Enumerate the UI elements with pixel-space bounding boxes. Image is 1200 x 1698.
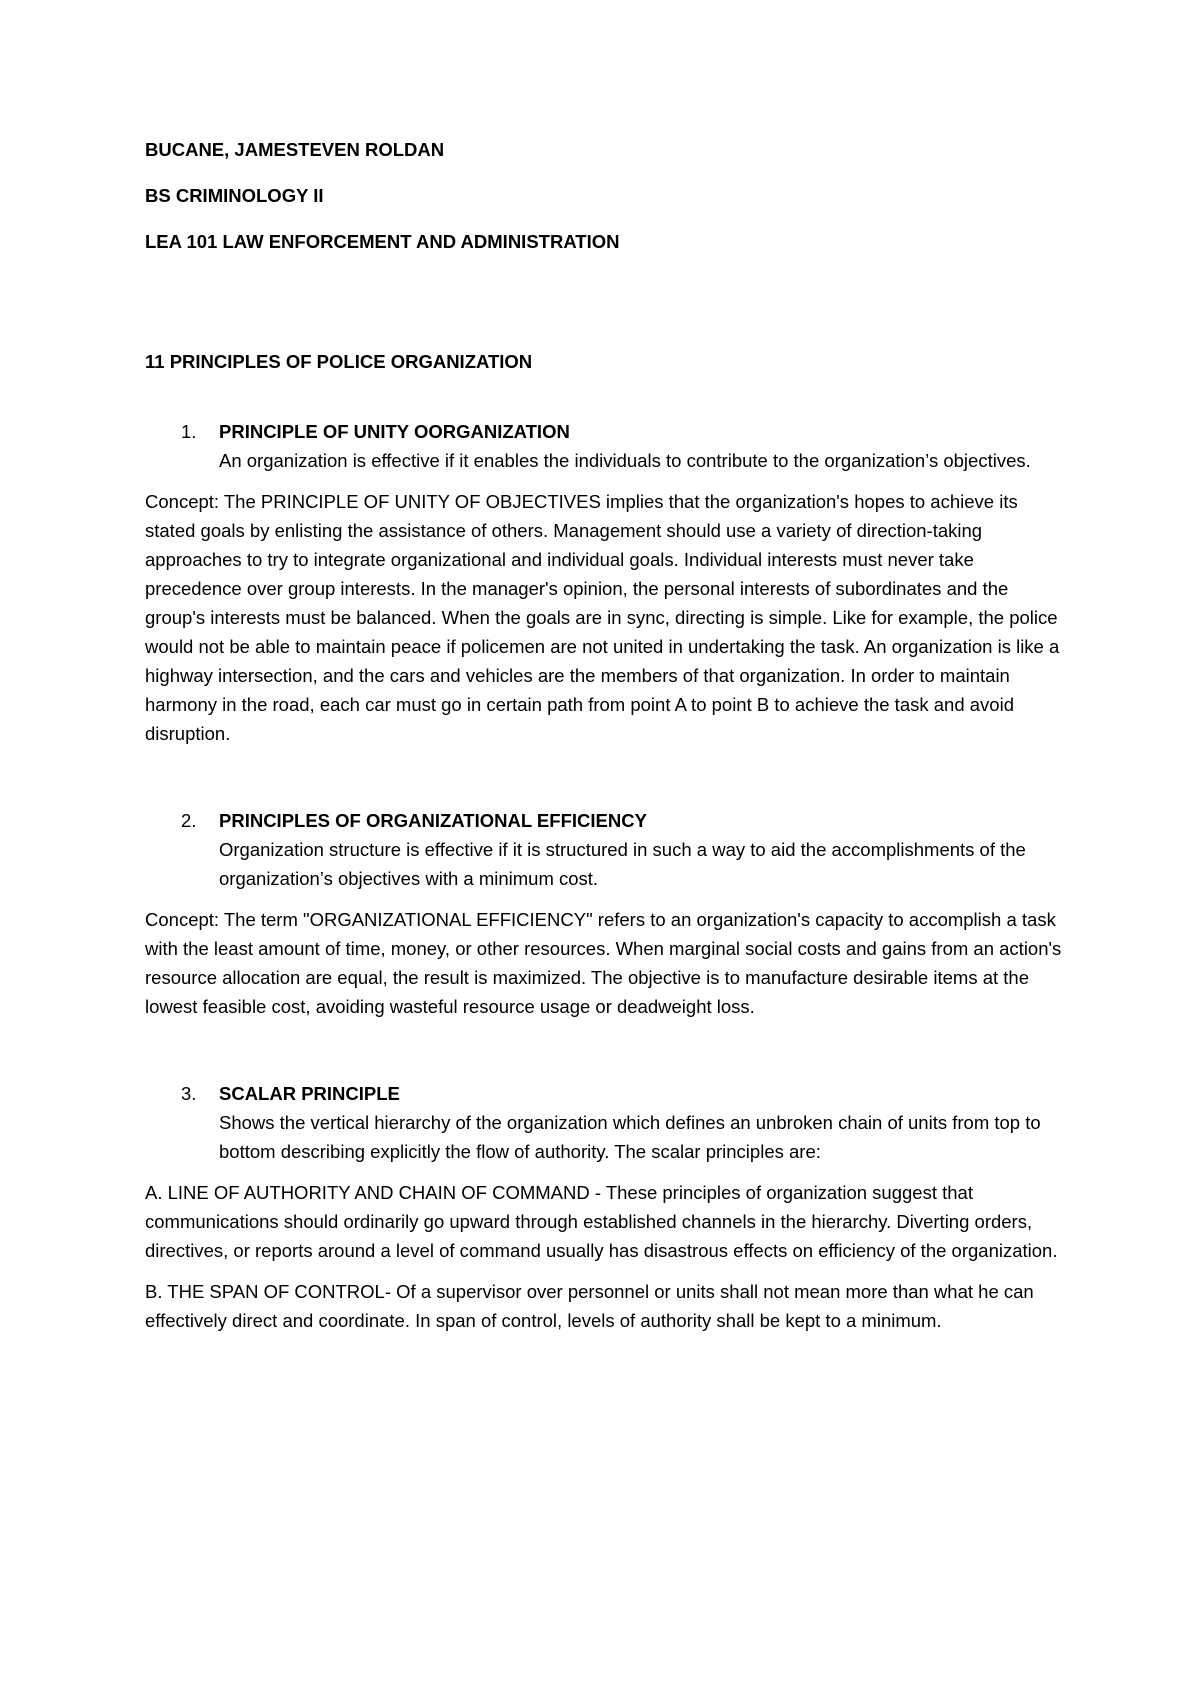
principle-concept: Concept: The term "ORGANIZATIONAL EFFICIENCY" refers to an organization's capacity to accomplish a task with the least amount of time, money, or other resources. When marginal social costs and gains from an action's resource allocation are equal, the result is maximized. The objective is to manufacture desirable items at the lowest feasible cost, avoiding wasteful resource usage or deadweight loss. bbox=[145, 909, 1062, 1017]
principle-description: Shows the vertical hierarchy of the organization which defines an unbroken chain of units from top to bottom describing explicitly the flow of authority. The scalar principles are: bbox=[219, 1112, 1041, 1162]
principle-title: PRINCIPLES OF ORGANIZATIONAL EFFICIENCY bbox=[219, 810, 647, 831]
document-page bbox=[145, 135, 1065, 1347]
principle-description: Organization structure is effective if it is structured in such a way to aid the accomplishments of the organization’s objectives with a minimum cost. bbox=[219, 839, 1026, 889]
principle-number: 2. bbox=[181, 810, 197, 831]
principle-item bbox=[145, 1079, 1065, 1166]
section-title: 11 PRINCIPLES OF POLICE ORGANIZATION bbox=[145, 351, 533, 372]
subject-label: LEA 101 LAW ENFORCEMENT AND ADMINISTRATION bbox=[145, 231, 620, 252]
principle-description: An organization is effective if it enables the individuals to contribute to the organization’s objectives. bbox=[219, 450, 1031, 471]
principle-number: 3. bbox=[181, 1083, 197, 1104]
principle-number: 1. bbox=[181, 421, 197, 442]
principle-title: PRINCIPLE OF UNITY OORGANIZATION bbox=[219, 421, 570, 442]
principle-concept: Concept: The PRINCIPLE OF UNITY OF OBJECTIVES implies that the organization's hopes to achieve its stated goals by enlisting the assistance of others. Management should use a variety of direction-taking approaches to try to integrate organizational and individual goals. Individual interests must never take precedence over group interests. In the manager's opinion, the personal interests of subordinates and the group's interests must be balanced. When the goals are in sync, directing is simple. Like for example, the police would not be able to maintain peace if policemen are not united in undertaking the task. An organization is like a highway intersection, and the cars and vehicles are the members of that organization. In order to maintain harmony in the road, each car must go in certain path from point A to point B to achieve the task and avoid disruption. bbox=[145, 491, 1060, 744]
principle-title: SCALAR PRINCIPLE bbox=[219, 1083, 400, 1104]
scalar-subpoint-b: B. THE SPAN OF CONTROL- Of a supervisor over personnel or units shall not mean more than what he can effectively direct and coordinate. In span of control, levels of authority shall be kept to a minimum. bbox=[145, 1281, 1034, 1331]
course-label: BS CRIMINOLOGY II bbox=[145, 185, 324, 206]
principle-item bbox=[145, 417, 1065, 475]
student-name: BUCANE, JAMESTEVEN ROLDAN bbox=[145, 139, 445, 160]
principle-item bbox=[145, 806, 1065, 893]
scalar-subpoint-a: A. LINE OF AUTHORITY AND CHAIN OF COMMAND - These principles of organization suggest that communications should ordinarily go upward through established channels in the hierarchy. Diverting orders, directives, or reports around a level of command usually has disastrous effects on efficiency of the organization. bbox=[145, 1182, 1058, 1261]
